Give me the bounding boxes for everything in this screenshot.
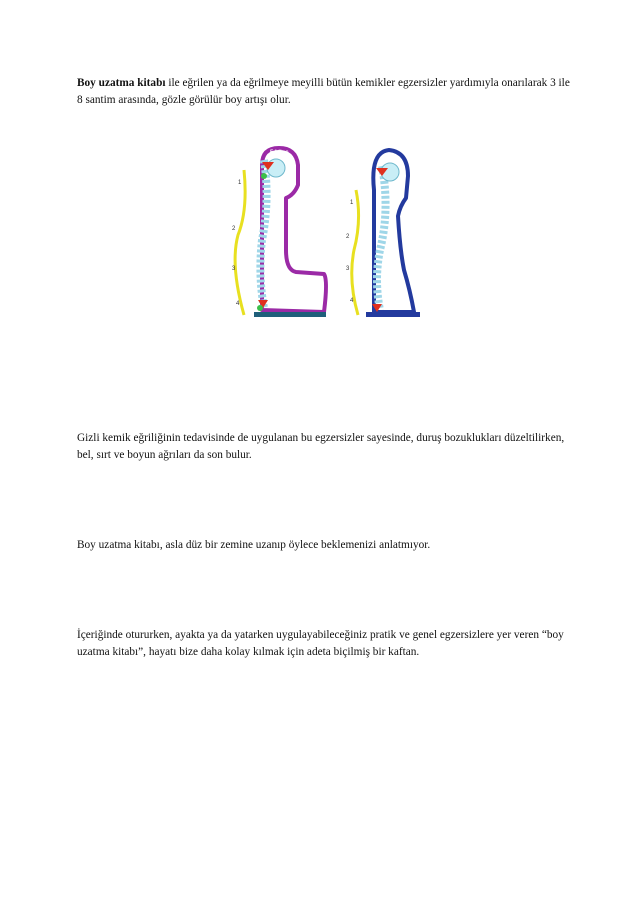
posture-diagram [224,140,434,325]
right-number-3: 3 [346,266,350,272]
left-number-2: 2 [232,226,236,232]
treatment-paragraph: Gizli kemik eğriliğinin tedavisinde de uygulanan bu egzersizler sayesinde, duruş bozuklukları düzeltilirken, bel, sırt ve boyun ağrıları da son bulur. [77,432,565,461]
right-number-4: 4 [350,298,354,304]
book-note-paragraph: Boy uzatma kitabı, asla düz bir zemine uzanıp öylece beklemenizi anlatmıyor. [77,539,431,551]
intro-text: ile eğrilen ya da eğrilmeye meyilli bütün kemikler egzersizler yardımıyla onarılarak 3 ile 8 santim arasında, gözle görülür boy artışı olur. [77,77,570,106]
left-curve-line [235,170,245,315]
left-marker-green-2 [257,305,263,311]
left-number-4: 4 [236,301,240,307]
right-weight-label: 5 kilos [382,156,401,162]
right-base [366,312,420,317]
right-number-2: 2 [346,234,350,240]
left-weight-label: 5 kilos [270,150,289,156]
posture-illustration [224,140,434,325]
left-number-3: 3 [232,266,236,272]
left-marker-green [261,173,267,179]
left-number-1: 1 [238,180,242,186]
left-posture-figure [232,148,326,317]
right-spine [377,166,386,310]
intro-bold-title: Boy uzatma kitabı [77,77,166,89]
left-head [267,159,285,177]
left-base [254,312,326,317]
exercise-paragraph: İçeriğinde otururken, ayakta ya da yatarken uygulayabileceğiniz pratik ve genel egzersizlere yer veren “boy uzatma kitabı”, hayatı bize daha kolay kılmak için adeta biçilmiş bir kaftan. [77,629,564,658]
right-curve-line [352,190,359,315]
right-posture-figure [346,150,420,317]
intro-paragraph [77,75,572,109]
right-number-1: 1 [350,200,354,206]
